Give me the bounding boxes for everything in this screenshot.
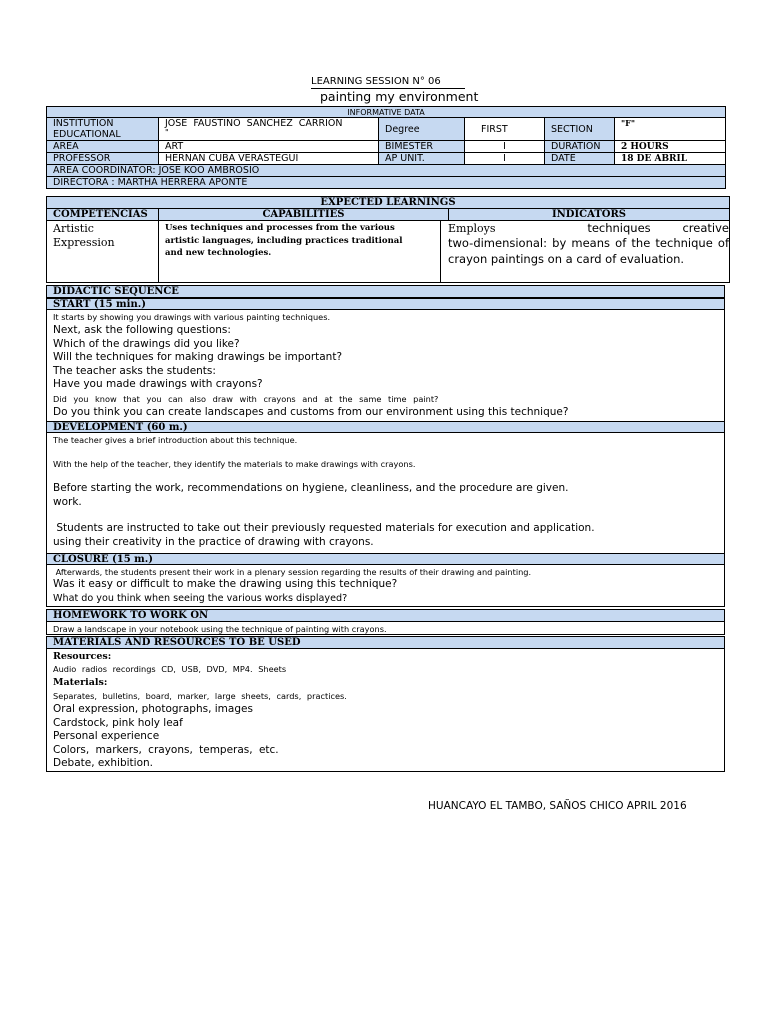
materials-label: Materials: (53, 677, 108, 688)
session-number: LEARNING SESSION N° 06 (311, 76, 465, 89)
development-line: using their creativity in the practice of drawing with crayons. (53, 535, 374, 548)
apunit-value: I (465, 153, 545, 165)
professor-value: HERNAN CUBA VERASTEGUI (159, 153, 379, 165)
bimester-value: I (465, 141, 545, 153)
informative-data-table (46, 106, 726, 189)
degree-value: FIRST (465, 118, 545, 141)
section-label: SECTION (545, 118, 615, 141)
resources-line: Audio radios recordings CD, USB, DVD, MP4. Sheets (53, 664, 287, 674)
indicator-rest: two-dimensional: by means of the technique of crayon paintings on a card of evaluation. (448, 236, 729, 266)
institution-label: INSTITUTION EDUCATIONAL (47, 118, 159, 141)
start-line: Did you know that you can also draw with crayons and at the same time paint? (53, 393, 439, 404)
didactic-sequence-section (46, 285, 725, 607)
indicators-header: INDICATORS (448, 208, 730, 221)
start-line: Do you think you can create landscapes and customs from our environment using this technique? (53, 405, 569, 418)
closure-line: Afterwards, the students present their work in a plenary session regarding the results of their drawing and painting. (53, 567, 532, 577)
start-line: Next, ask the following questions: (53, 324, 231, 336)
start-line: The teacher asks the students: (53, 364, 216, 377)
closure-line: What do you think when seeing the various works displayed? (53, 592, 348, 604)
institution-extra: " (165, 128, 169, 137)
materials-line: Debate, exhibition. (53, 757, 153, 770)
materials-content (47, 650, 724, 771)
materials-line: Personal experience (53, 730, 160, 743)
institution-cell (159, 118, 379, 141)
materials-line: Cardstock, pink holy leaf (53, 716, 183, 729)
closure-content (47, 566, 724, 605)
indicator-word-1: Employs (448, 222, 496, 235)
area-coordinator: AREA COORDINATOR: JOSE KOO AMBROSIO (47, 165, 726, 177)
session-title: painting my environment (320, 89, 479, 104)
development-line: Before starting the work, recommendations on hygiene, cleanliness, and the procedure are given. (53, 482, 569, 494)
homework-section (46, 609, 725, 635)
expected-learnings-section (46, 196, 730, 284)
apunit-label: AP UNIT. (379, 153, 465, 165)
date-value: 18 DE ABRIL (615, 153, 726, 165)
start-content (47, 311, 724, 420)
start-heading: START (15 min.) (47, 298, 724, 310)
development-line: With the help of the teacher, they identify the materials to make drawings with crayons. (53, 459, 416, 469)
competencia-cell (46, 220, 159, 283)
degree-label: Degree (379, 118, 465, 141)
director: DIRECTORA : MARTHA HERRERA APONTE (47, 177, 726, 189)
homework-heading: HOMEWORK TO WORK ON (47, 610, 724, 622)
development-heading: DEVELOPMENT (60 m.) (47, 421, 724, 433)
area-value: ART (159, 141, 379, 153)
informative-data-heading: INFORMATIVE DATA (47, 107, 726, 118)
capability-value: Uses techniques and processes from the various artistic languages, including practices traditional and new technologies. (165, 223, 403, 258)
indicator-word-3: creative (682, 221, 729, 235)
informative-data-section (46, 106, 725, 189)
indicator-cell (440, 220, 730, 283)
date-label: DATE (545, 153, 615, 165)
duration-label: DURATION (545, 141, 615, 153)
development-content (47, 434, 724, 549)
didactic-sequence-heading: DIDACTIC SEQUENCE (47, 286, 724, 298)
expected-learnings-heading: EXPECTED LEARNINGS (46, 196, 730, 209)
competencias-header: COMPETENCIAS (46, 208, 159, 221)
closure-heading: CLOSURE (15 m.) (47, 553, 724, 565)
competencia-value: Artistic Expression (53, 222, 115, 249)
start-line: It starts by showing you drawings with various painting techniques. (53, 312, 331, 322)
start-line: Which of the drawings did you like? (53, 337, 240, 350)
homework-text: Draw a landscape in your notebook using the technique of painting with crayons. (53, 624, 387, 634)
bimester-label: BIMESTER (379, 141, 465, 153)
development-line: work. (53, 495, 82, 508)
section-value: "F" (615, 118, 726, 141)
institution-value: JOSE FAUSTINO SANCHEZ CARRION (165, 118, 343, 129)
materials-heading: MATERIALS AND RESOURCES TO BE USED (47, 637, 724, 649)
closure-line: Was it easy or difficult to make the drawing using this technique? (53, 578, 398, 590)
resources-label: Resources: (53, 651, 112, 662)
materials-line: Colors, markers, crayons, temperas, etc. (53, 743, 279, 756)
professor-label: PROFESSOR (47, 153, 159, 165)
duration-value: 2 HOURS (615, 141, 726, 153)
capability-cell (158, 220, 441, 283)
place-date: HUANCAYO EL TAMBO, SAÑOS CHICO APRIL 2016 (428, 800, 687, 812)
development-line: The teacher gives a brief introduction about this technique. (53, 435, 298, 445)
indicator-word-2: techniques (587, 221, 651, 235)
materials-section (46, 636, 725, 772)
materials-line: Separates, bulletins, board, marker, large sheets, cards, practices. (53, 691, 347, 701)
development-line: Students are instructed to take out their previously requested materials for execution and application. (53, 522, 595, 535)
start-line: Have you made drawings with crayons? (53, 378, 263, 391)
area-label: AREA (47, 141, 159, 153)
capabilities-header: CAPABILITIES (158, 208, 449, 221)
materials-line: Oral expression, photographs, images (53, 703, 253, 715)
start-line: Will the techniques for making drawings be important? (53, 351, 343, 364)
